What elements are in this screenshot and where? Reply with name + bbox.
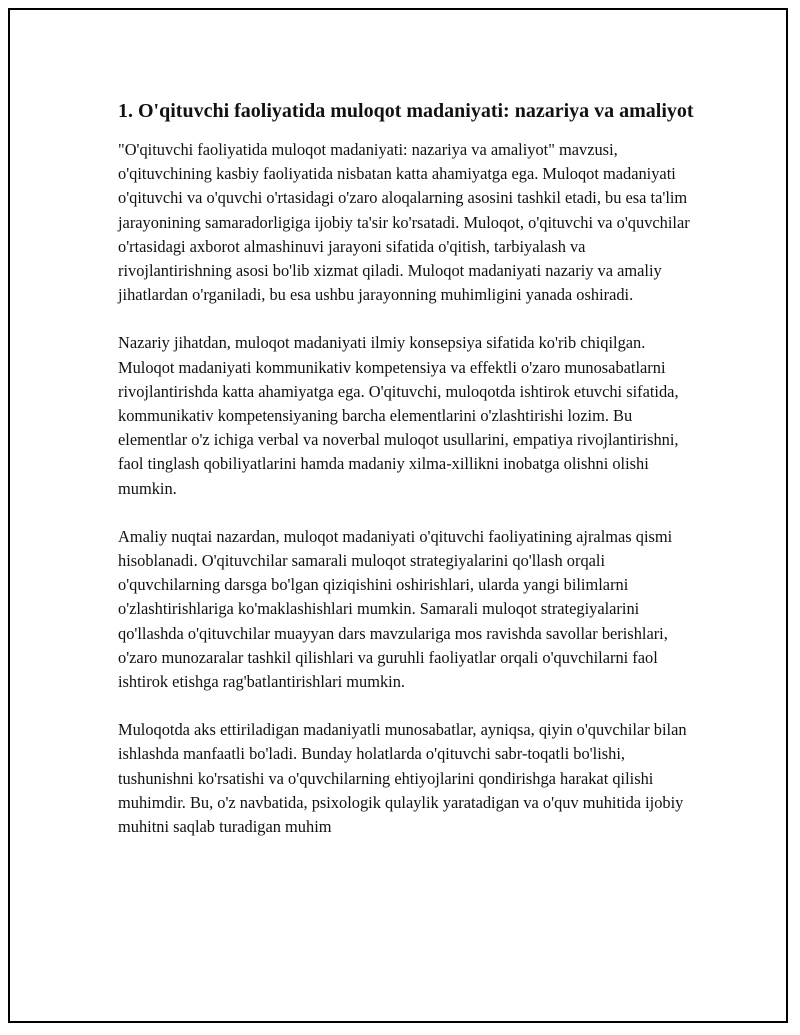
document-title: 1. O'qituvchi faoliyatida muloqot madaniyati: nazariya va amaliyot bbox=[118, 100, 694, 122]
paragraph-1: "O'qituvchi faoliyatida muloqot madaniyati: nazariya va amaliyot" mavzusi, o'qituvchining kasbiy faoliyatida nisbatan katta ahamiyatga ega. Muloqot madaniyati o'qituvchi va o'quvchi o'rtasidagi o'zaro aloqalarning asosini tashkil etadi, bu esa ta'lim jarayonining samaradorligiga ijobiy ta'sir ko'rsatadi. Muloqot, o'qituvchi va o'quvchilar o'rtasidagi axborot almashinuvi jarayoni sifatida o'qitish, tarbiyalash va rivojlantirishning asosi bo'lib xizmat qiladi. Muloqot madaniyati nazariy va amaliy jihatlardan o'rganiladi, bu esa ushbu jarayonning muhimligini yanada oshiradi. bbox=[118, 140, 690, 305]
paragraph-2: Nazariy jihatdan, muloqot madaniyati ilmiy konsepsiya sifatida ko'rib chiqilgan. Muloqot madaniyati kommunikativ kompetensiya va effektli o'zaro munosabatlarni rivojlantirishda katta ahamiyatga ega. O'qituvchi, muloqotda ishtirok etuvchi sifatida, kommunikativ kompetensiyaning barcha elementlarini o'zlashtirishi lozim. Bu elementlar o'z ichiga verbal va noverbal muloqot usullarini, empatiya rivojlantirishni, faol tinglash qobiliyatlarini hamda madaniy xilma-xillikni inobatga olishni olishi mumkin. bbox=[118, 333, 679, 498]
paragraph-3: Amaliy nuqtai nazardan, muloqot madaniyati o'qituvchi faoliyatining ajralmas qismi hisoblanadi. O'qituvchilar samarali muloqot strategiyalarini qo'llash orqali o'quvchilarning darsga bo'lgan qiziqishini oshirishlari, ularda yangi bilimlarni o'zlashtirishlariga ko'maklashishlari mumkin. Samarali muloqot strategiyalarini qo'llashda o'qituvchilar muayyan dars mavzulariga mos ravishda savollar berishlari, o'zaro munozaralar tashkil qilishlari va guruhli faoliyatlar orqali o'quvchilarni faol ishtirok etishga rag'batlantirishlari mumkin. bbox=[118, 526, 673, 692]
document-body bbox=[118, 98, 698, 863]
paragraph-4: Muloqotda aks ettiriladigan madaniyatli munosabatlar, ayniqsa, qiyin o'quvchilar bilan ishlashda manfaatli bo'ladi. Bunday holatlarda o'qituvchi sabr-toqatli bo'lishi, tushunishni ko'rsatishi va o'quvchilarning ehtiyojlarini qondirishga harakat qilishi muhimdir. Bu, o'z navbatida, psixologik qulaylik yaratadigan va o'quv muhitida ijobiy muhitni saqlab turadigan muhim bbox=[118, 720, 687, 837]
page-frame bbox=[8, 8, 788, 1023]
